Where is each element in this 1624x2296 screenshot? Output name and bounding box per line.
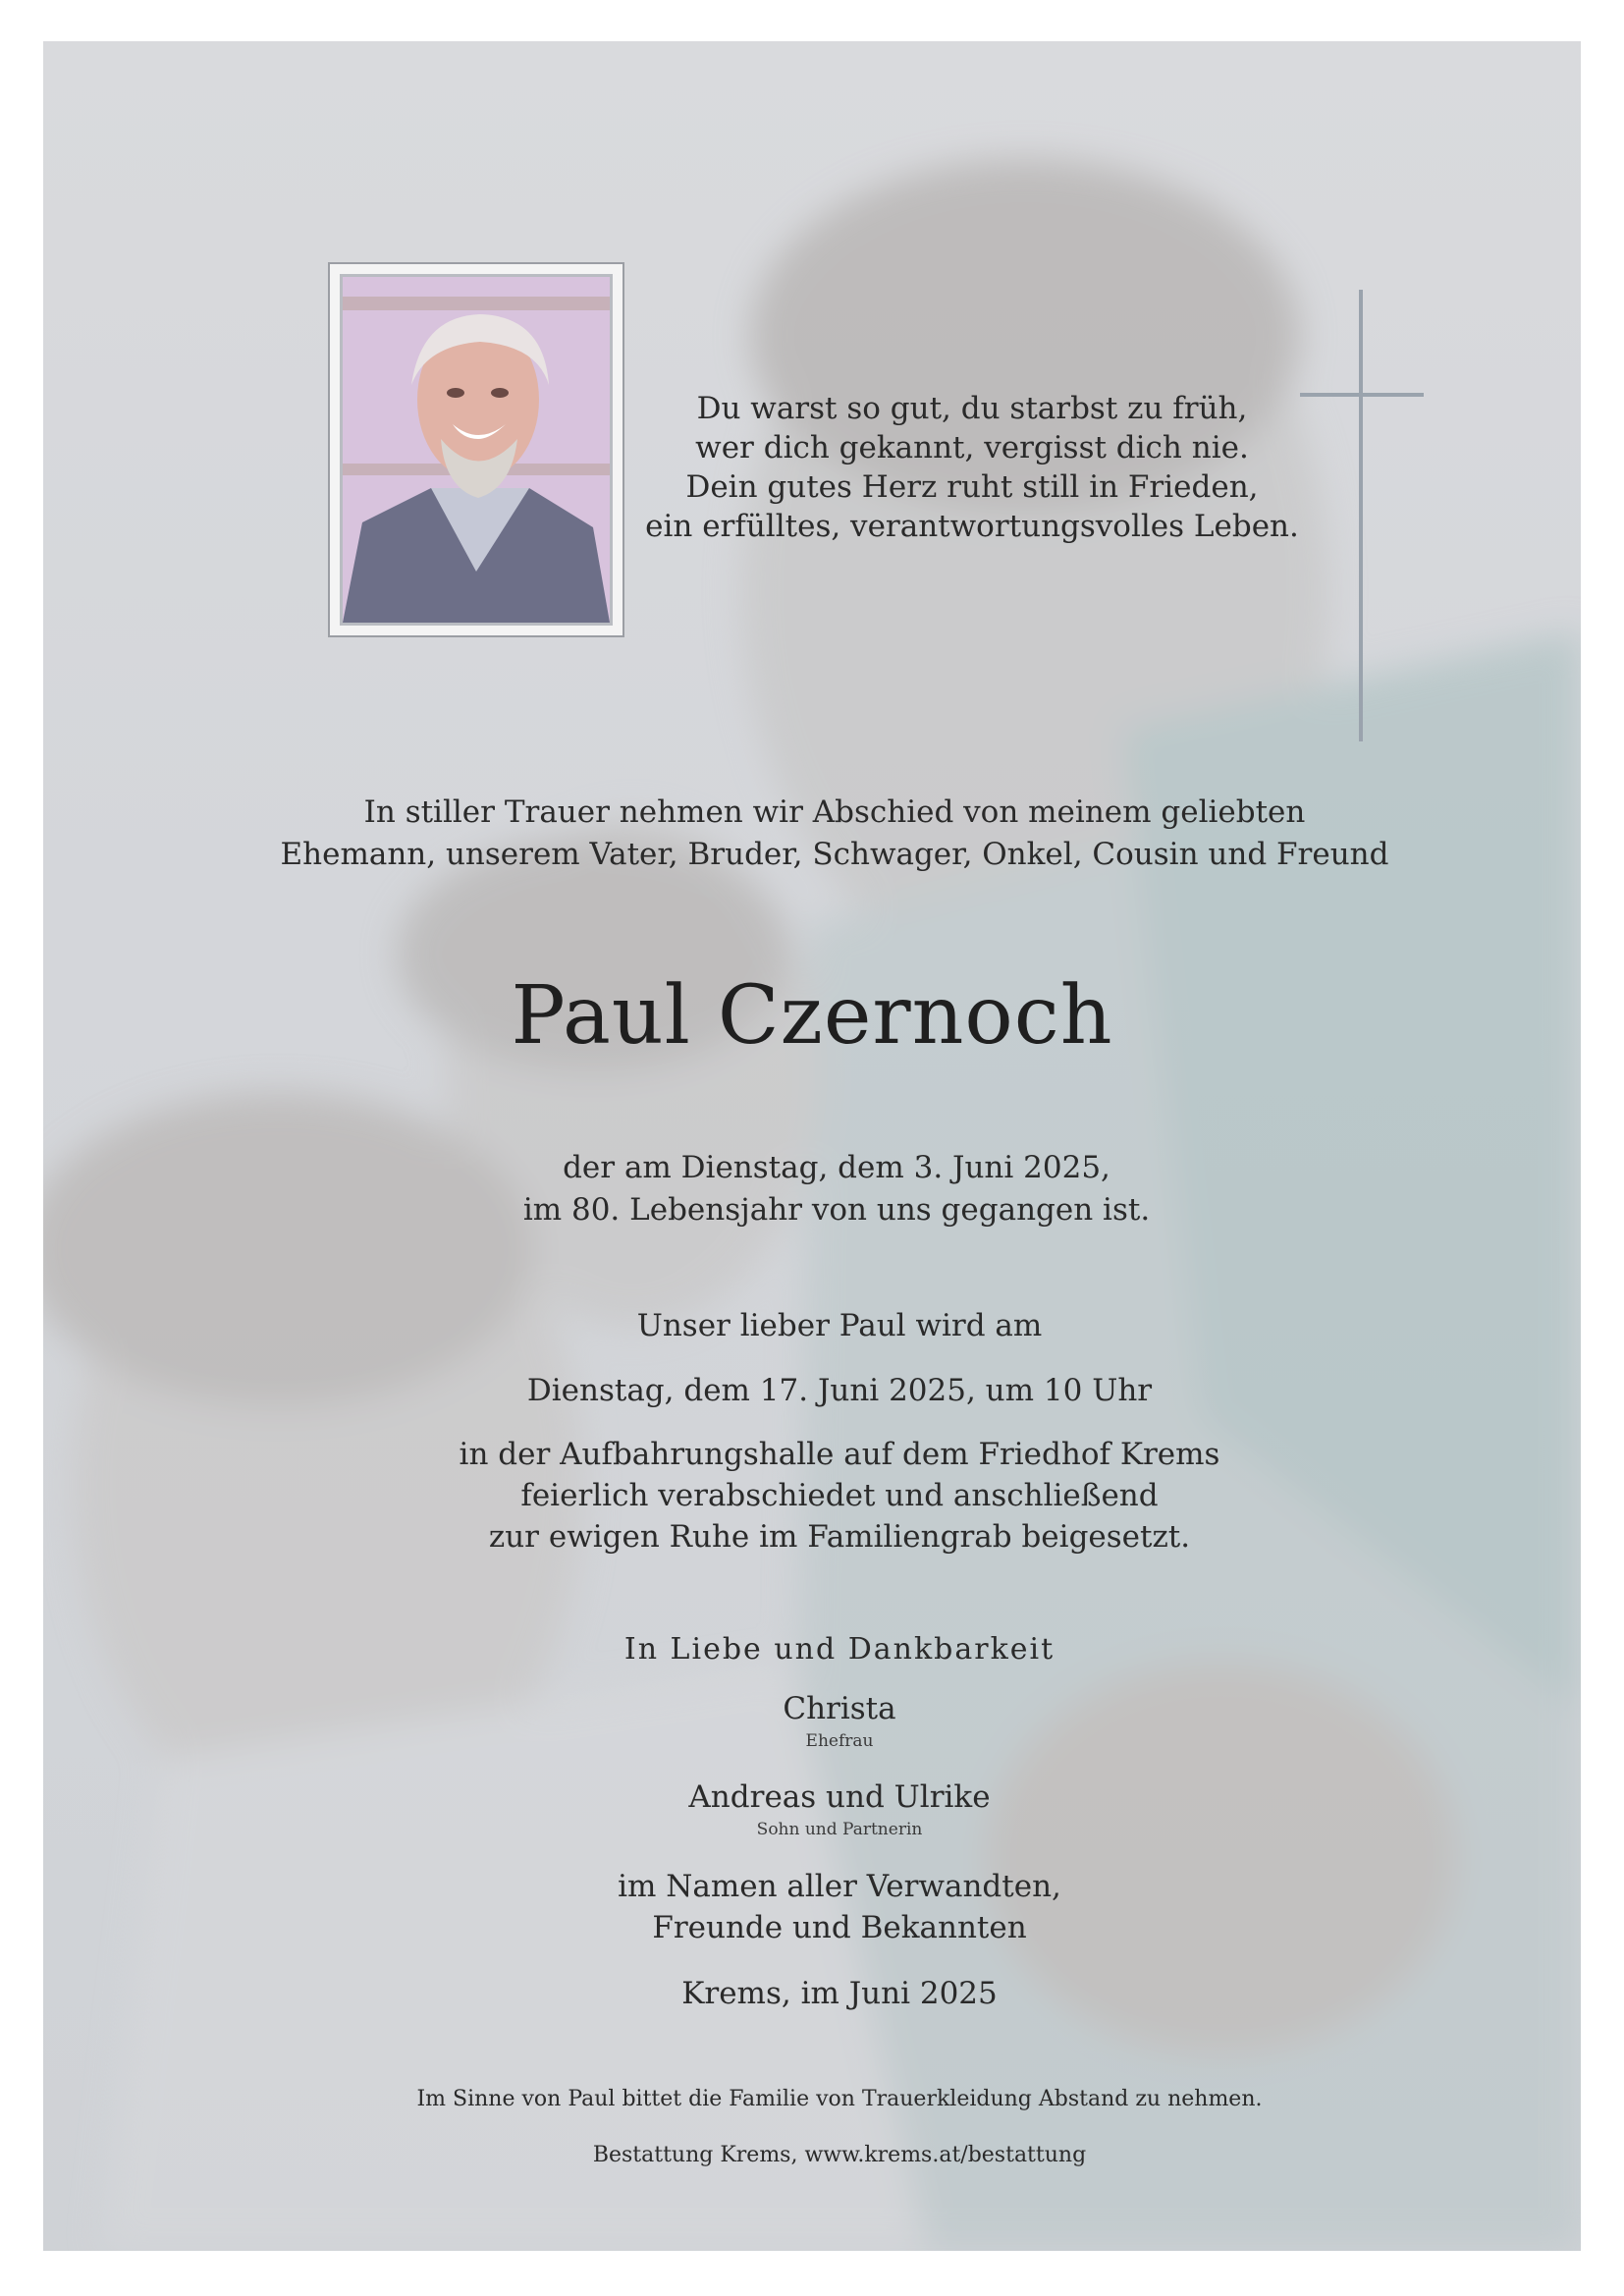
- mourner-relation: Ehefrau: [805, 1731, 874, 1751]
- death-notice: der am Dienstag, dem 3. Juni 2025, im 80. Lebensjahr von uns gegangen ist.: [522, 1150, 1151, 1228]
- signoff: In Liebe und Dankbarkeit: [623, 1632, 1056, 1667]
- mourner-name: Andreas und Ulrike: [688, 1779, 991, 1815]
- deceased-name: Paul Czernoch: [511, 969, 1113, 1063]
- funeral-home-footer: Bestattung Krems, www.krems.at/bestattung: [592, 2143, 1087, 2167]
- memorial-poem: Du warst so gut, du starbst zu früh, wer dich gekannt, vergisst dich nie. Dein gutes Herz ruht still in Frieden, ein erfülltes, verantwortungsvolles Leben.: [645, 391, 1299, 544]
- funeral-date: Dienstag, dem 17. Juni 2025, um 10 Uhr: [526, 1373, 1153, 1408]
- attire-note: Im Sinne von Paul bittet die Familie von Trauerkleidung Abstand zu nehmen.: [416, 2087, 1263, 2111]
- mourning-intro: In stiller Trauer nehmen wir Abschied von meinem geliebten Ehemann, unserem Vater, Bruder, Schwager, Onkel, Cousin und Freund: [280, 794, 1389, 872]
- mourner-relation: Sohn und Partnerin: [756, 1820, 923, 1839]
- mourner-name: Christa: [783, 1691, 896, 1726]
- funeral-place: in der Aufbahrungshalle auf dem Friedhof Krems feierlich verabschiedet und anschließend zur ewigen Ruhe im Familiengrab beigesetzt.: [459, 1437, 1220, 1555]
- closing-text: im Namen aller Verwandten, Freunde und Bekannten: [618, 1869, 1061, 1945]
- place-date: Krems, im Juni 2025: [681, 1976, 998, 2011]
- funeral-intro: Unser lieber Paul wird am: [636, 1308, 1043, 1343]
